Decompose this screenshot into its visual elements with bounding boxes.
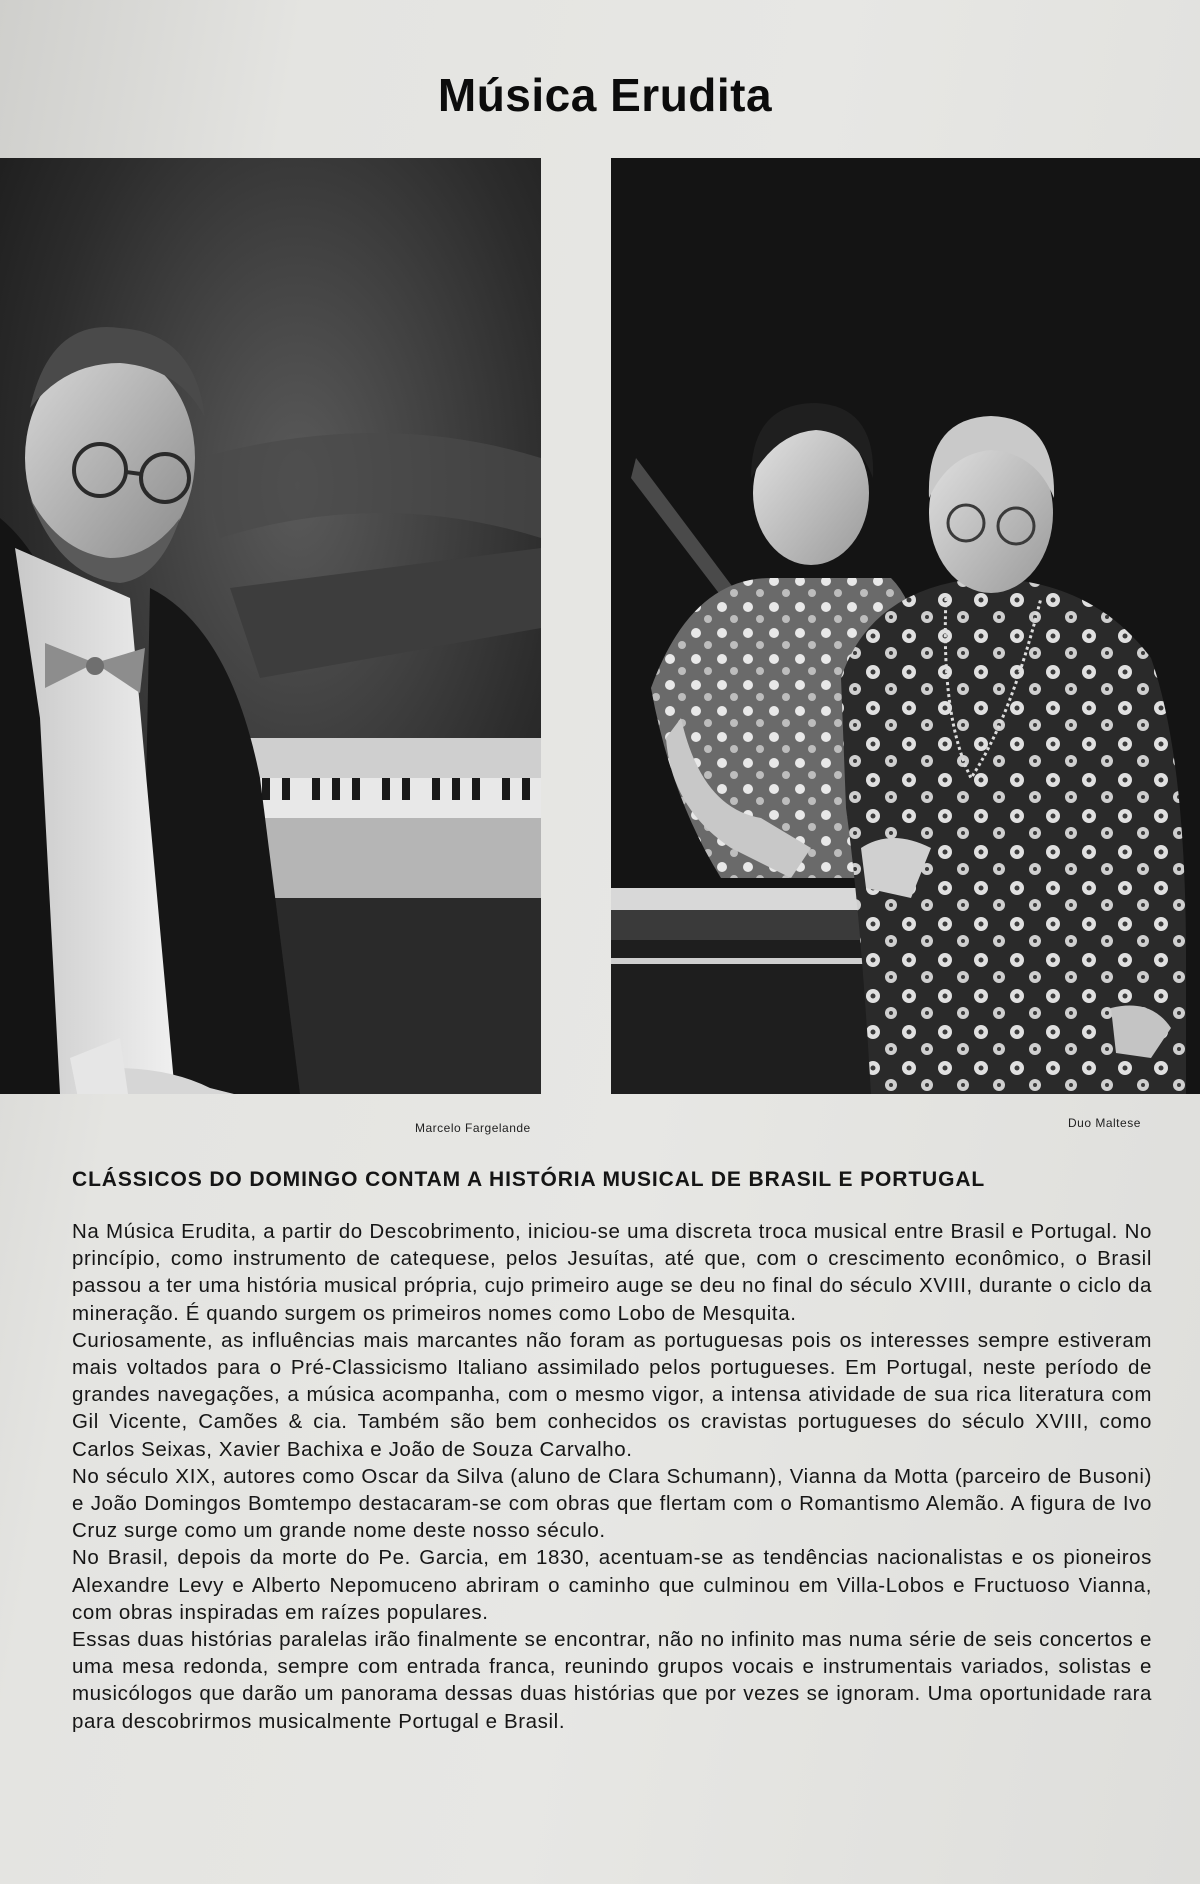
duo-photo-illustration (611, 158, 1200, 1094)
photo-duo-portrait (611, 158, 1200, 1094)
article-paragraph: Essas duas histórias paralelas irão finalmente se encontrar, não no infinito mas numa série de seis concertos e uma mesa redonda, sempre com entrada franca, reunindo grupos vocais e instrumentais variados, solistas e musicólogos que darão um panorama dessas duas histórias que por vezes se ignoram. Uma oportunidade rara para descobrirmos musicalmente Portugal e Brasil. (72, 1628, 1152, 1733)
article-paragraph: Na Música Erudita, a partir do Descobrimento, iniciou-se uma discreta troca musical entre Brasil e Portugal. No princípio, como instrumento de catequese, pelos Jesuítas, até que, com o crescimento econômico, o Brasil passou a ter uma história musical própria, cujo primeiro auge se deu no final do século XVIII, durante o ciclo da mineração. É quando surgem os primeiros nomes como Lobo de Mesquita. (72, 1220, 1152, 1325)
article-paragraph: Curiosamente, as influências mais marcantes não foram as portuguesas pois os interesses sempre estiveram mais voltados para o Pré-Classicismo Italiano assimilado pelos portugueses. Em Portugal, neste período de grandes navegações, a música acompanha, com o mesmo vigor, a intensa atividade de sua rica literatura com Gil Vicente, Camões & cia. Também são bem conhecidos os cravistas portugueses do século XVIII, como Carlos Seixas, Xavier Bachixa e João de Souza Carvalho. (72, 1328, 1152, 1461)
article-body (72, 1218, 1152, 1735)
photo-caption-left: Marcelo Fargelande (415, 1121, 531, 1135)
article-headline: CLÁSSICOS DO DOMINGO CONTAM A HISTÓRIA MUSICAL DE BRASIL E PORTUGAL (72, 1168, 986, 1191)
photo-pianist-portrait (0, 158, 541, 1094)
article-paragraph: No século XIX, autores como Oscar da Silva (aluno de Clara Schumann), Vianna da Motta (parceiro de Busoni) e João Domingos Bomtempo destacaram-se com obras que flertam com o Romantismo Alemão. A figura de Ivo Cruz surge como um grande nome deste nosso século. (72, 1464, 1152, 1543)
article-paragraph: No Brasil, depois da morte do Pe. Garcia, em 1830, acentuam-se as tendências nacionalistas e os pioneiros Alexandre Levy e Alberto Nepomuceno abriram o caminho que culminou em Villa-Lobos e Fructuoso Vianna, com obras inspiradas em raízes populares. (72, 1546, 1152, 1624)
pianist-photo-illustration (0, 158, 541, 1094)
photo-caption-right: Duo Maltese (1068, 1116, 1141, 1130)
page-title: Música Erudita (437, 69, 773, 121)
